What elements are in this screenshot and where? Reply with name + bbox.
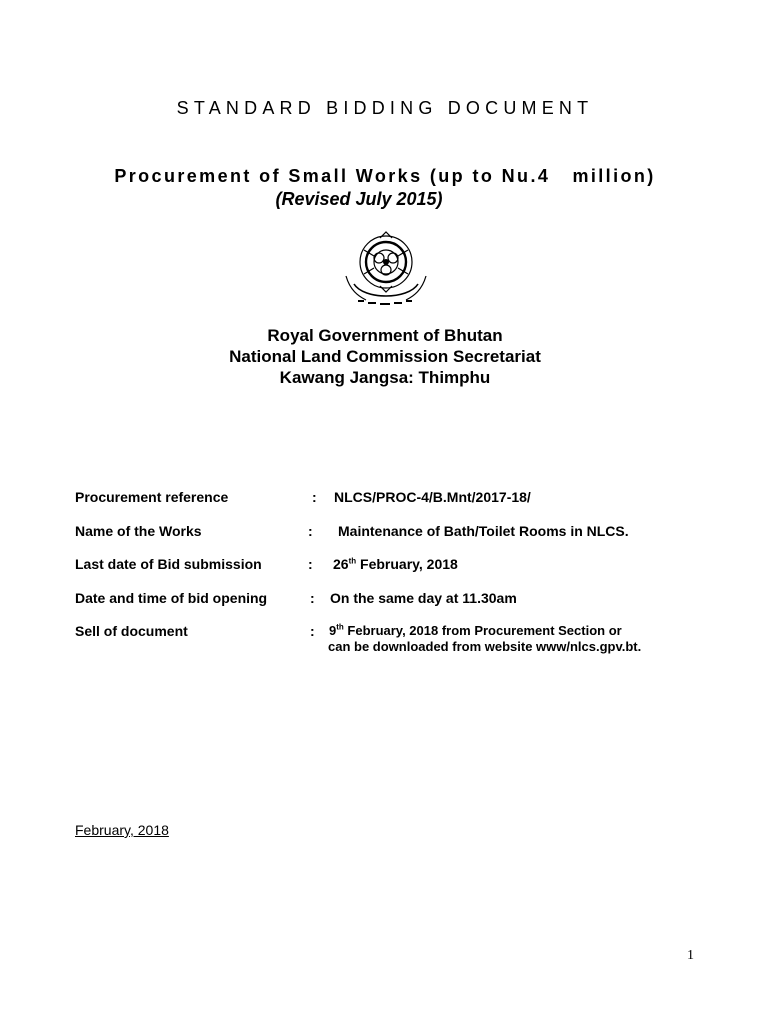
- detail-value: NLCS/PROC-4/B.Mnt/2017-18/: [334, 489, 531, 505]
- detail-separator: :: [308, 556, 313, 573]
- organization-block: [0, 325, 770, 388]
- detail-value: 26th February, 2018: [333, 556, 458, 573]
- detail-separator: :: [308, 522, 313, 539]
- detail-label: Date and time of bid opening: [75, 589, 268, 606]
- detail-value: Maintenance of Bath/Toilet Rooms in NLCS.: [338, 522, 629, 539]
- detail-label: Name of the Works: [75, 522, 202, 539]
- detail-row-reference: [75, 489, 715, 523]
- detail-value: On the same day at 11.30am: [330, 589, 517, 606]
- document-type-heading: STANDARD BIDDING DOCUMENT: [176, 98, 594, 118]
- detail-separator: :: [312, 489, 317, 505]
- detail-label: Sell of document: [75, 623, 188, 640]
- detail-row-sell: [75, 623, 715, 657]
- detail-separator: :: [310, 589, 315, 606]
- detail-row-submission: [75, 556, 715, 590]
- detail-value: [329, 623, 641, 655]
- bhutan-emblem-icon: [334, 230, 444, 312]
- detail-label: Procurement reference: [75, 489, 229, 505]
- detail-value-line-1: 9th February, 2018 from Procurement Section or: [329, 623, 622, 639]
- organization-line-2: National Land Commission Secretariat: [229, 347, 541, 366]
- document-subtitle: (Revised July 2015): [275, 189, 443, 209]
- page-number: 1: [687, 948, 694, 963]
- procurement-details: [75, 489, 715, 657]
- organization-line-1: Royal Government of Bhutan: [267, 326, 503, 345]
- detail-label: Last date of Bid submission: [75, 556, 262, 573]
- footer-date: February, 2018: [75, 822, 169, 838]
- organization-line-3: Kawang Jangsa: Thimphu: [279, 368, 491, 387]
- detail-value-line-2: can be downloaded from website www/nlcs.gpv.bt.: [328, 639, 642, 655]
- detail-row-works: [75, 523, 715, 557]
- detail-separator: :: [310, 623, 315, 640]
- detail-row-opening: [75, 590, 715, 624]
- document-title: Procurement of Small Works (up to Nu.4 million): [114, 166, 656, 186]
